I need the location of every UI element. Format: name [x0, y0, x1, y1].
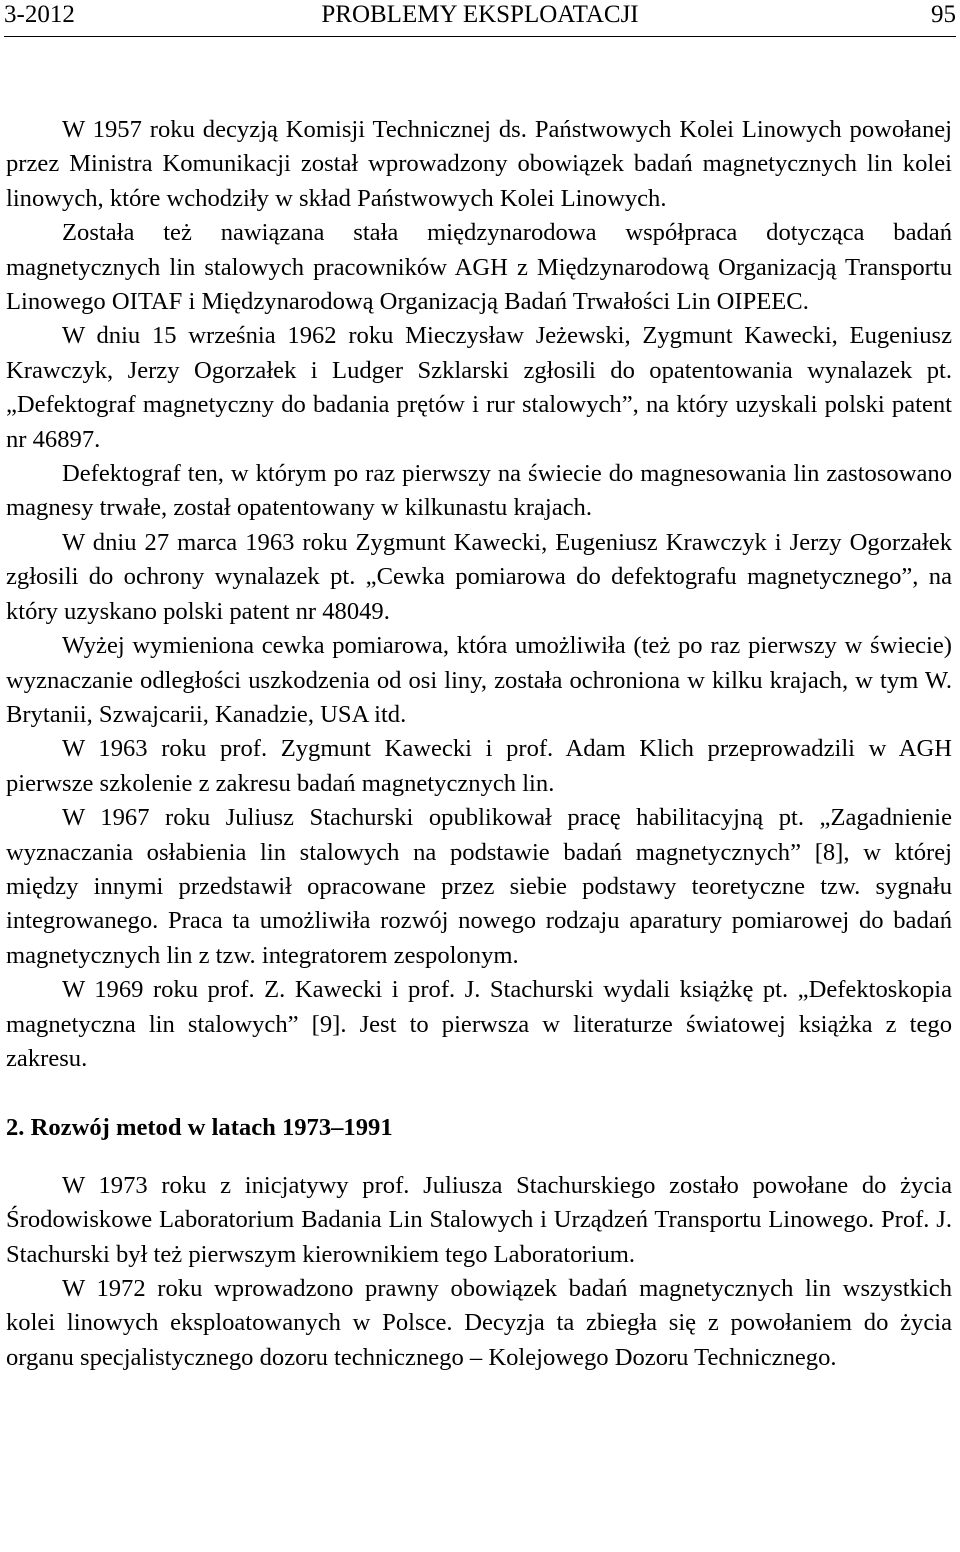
running-header	[4, 0, 956, 37]
paragraph: Defektograf ten, w którym po raz pierwszy na świecie do magnesowania lin zastosowano magnesy trwałe, został opatentowany w kilkunastu krajach.	[6, 460, 952, 522]
paragraph: Została też nawiązana stała międzynarodowa współpraca dotycząca badań magnetycznych lin stalowych pracowników AGH z Międzynarodową Organizacją Transportu Linowego OITAF i Międzynarodową Organizacją Badań Trwałości Lin OIPEEC.	[6, 219, 952, 316]
paragraph: W 1973 roku z inicjatywy prof. Juliusza Stachurskiego zostało powołane do życia Środowiskowe Laboratorium Badania Lin Stalowych i Urządzeń Transportu Linowego. Prof. J. Stachurski był też pierwszym kierownikiem tego Laboratorium.	[6, 1171, 952, 1268]
paragraph: W 1969 roku prof. Z. Kawecki i prof. J. Stachurski wydali książkę pt. „Defektoskopia magnetyczna lin stalowych” [9]. Jest to pierwsza w literaturze światowej książka z tego zakresu.	[6, 976, 952, 1072]
paragraph: Wyżej wymieniona cewka pomiarowa, która umożliwiła (też po raz pierwszy w świecie) wyznaczanie odległości uszkodzenia od osi liny, została ochroniona w kilku krajach, w tym W. Brytanii, Szwajcarii, Kanadzie, USA itd.	[6, 632, 952, 728]
paragraph: W dniu 15 września 1962 roku Mieczysław Jeżewski, Zygmunt Kawecki, Eugeniusz Krawczyk, Jerzy Ogorzałek i Ludger Szklarski zgłosili do opatentowania wynalazek pt. „Defektograf magnetyczny do badania prętów i rur stalowych”, na który uzyskali polski patent nr 46897.	[6, 322, 952, 453]
paragraph: W 1963 roku prof. Zygmunt Kawecki i prof. Adam Klich przeprowadzili w AGH pierwsze szkolenie z zakresu badań magnetycznych lin.	[6, 735, 952, 797]
paragraph: W dniu 27 marca 1963 roku Zygmunt Kawecki, Eugeniusz Krawczyk i Jerzy Ogorzałek zgłosili do ochrony wynalazek pt. „Cewka pomiarowa do defektografu magnetycznego”, na który uzyskano polski patent nr 48049.	[6, 528, 952, 625]
paragraph: W 1972 roku wprowadzono prawny obowiązek badań magnetycznych lin wszystkich kolei linowych eksploatowanych w Polsce. Decyzja ta zbiegła się z powołaniem do życia organu specjalistycznego dozoru technicznego – Kolejowego Dozoru Technicznego.	[6, 1275, 952, 1371]
article-body	[6, 113, 952, 1375]
paragraph: W 1967 roku Juliusz Stachurski opublikował pracę habilitacyjną pt. „Zagadnienie wyznaczania osłabienia lin stalowych na podstawie badań magnetycznych” [8], w której między innymi przedstawił opracowane przez siebie podstawy teoretyczne tzw. sygnału integrowanego. Praca ta umożliwiła rozwój nowego rodzaju aparatury pomiarowej do badań magnetycznych lin z tzw. integratorem zespolonym.	[6, 804, 952, 969]
issue-number: 3-2012	[4, 1, 75, 28]
paragraph: W 1957 roku decyzją Komisji Technicznej ds. Państwowych Kolei Linowych powołanej przez Ministra Komunikacji został wprowadzony obowiązek badań magnetycznych lin kolei linowych, które wchodziły w skład Państwowych Kolei Linowych.	[6, 116, 952, 212]
journal-title: PROBLEMY EKSPLOATACJI	[321, 1, 639, 28]
section-heading: 2. Rozwój metod w latach 1973–1991	[6, 1114, 393, 1142]
page-number: 95	[931, 1, 956, 28]
